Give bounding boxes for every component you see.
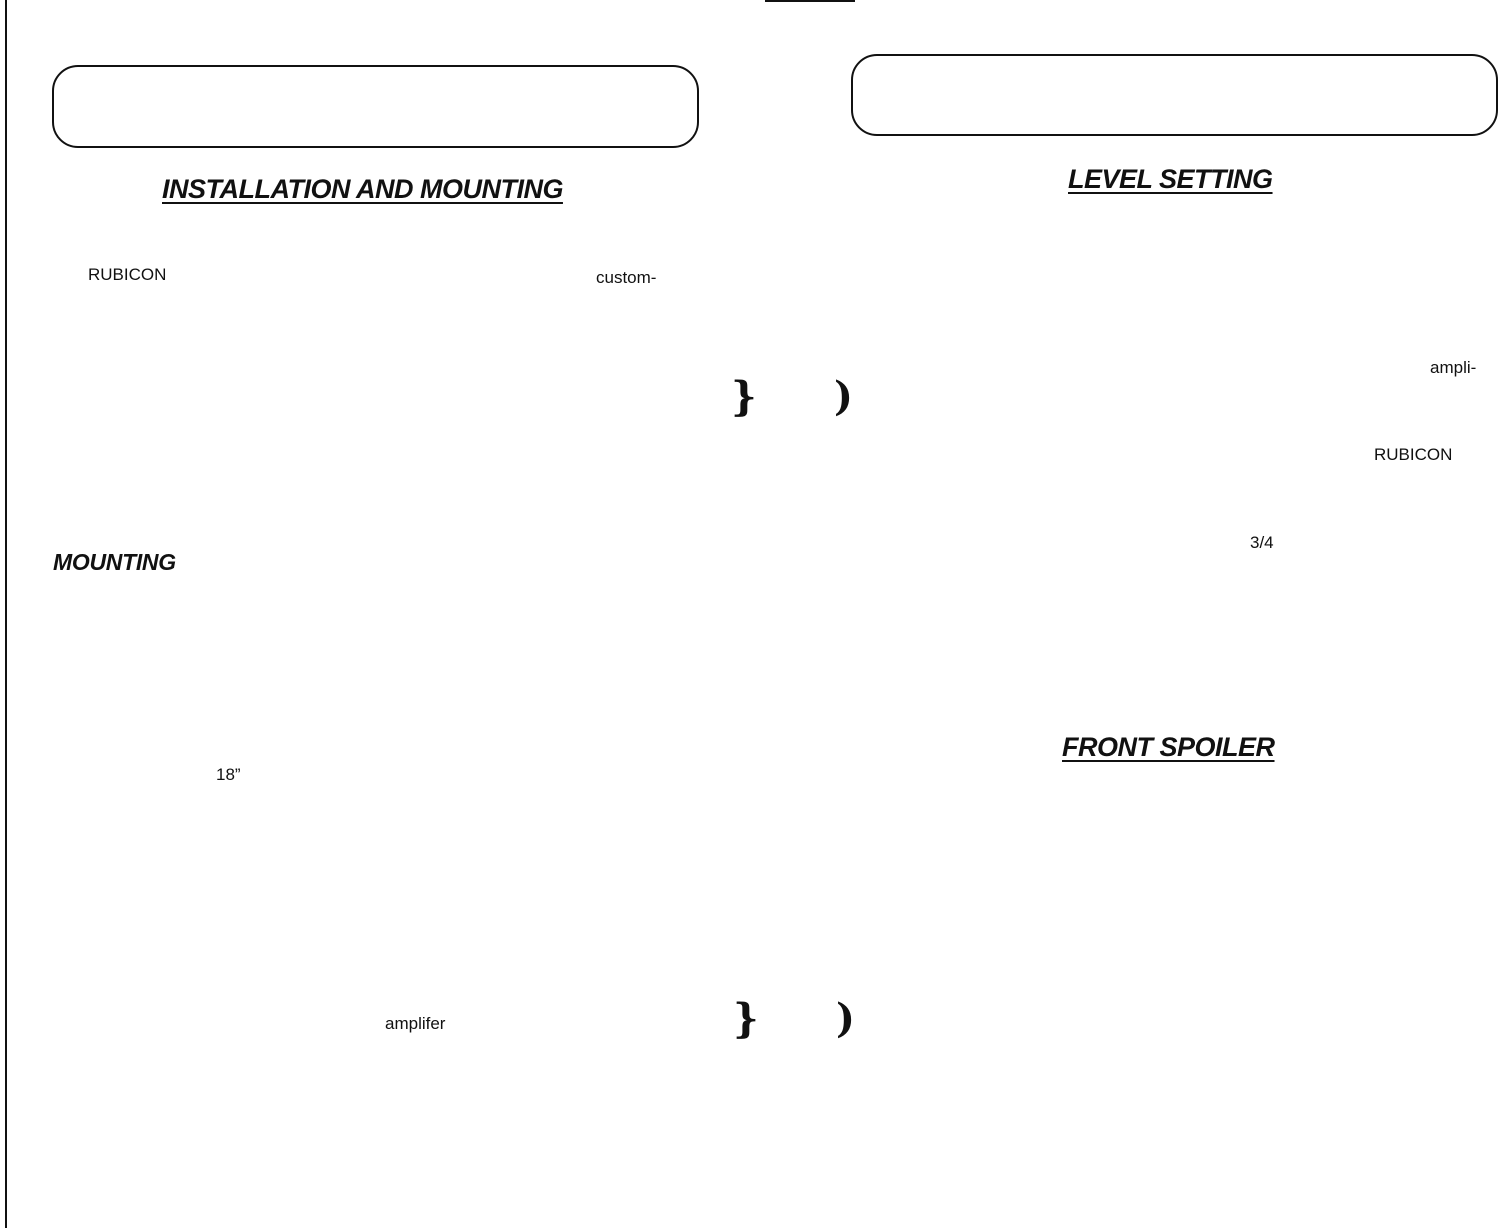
three-quarter-text: 3/4 xyxy=(1250,533,1274,552)
level-setting-heading: LEVEL SETTING xyxy=(1068,164,1273,194)
front-spoiler-heading: FRONT SPOILER xyxy=(1062,732,1275,762)
binding-mark-upper-right: ) xyxy=(834,373,853,420)
installation-heading: INSTALLATION AND MOUNTING xyxy=(162,174,563,204)
left-header-box xyxy=(52,65,699,148)
binding-mark-lower-right: ) xyxy=(836,995,855,1042)
custom-text: custom- xyxy=(596,268,657,287)
amplifer-text: amplifer xyxy=(385,1014,446,1033)
right-header-box xyxy=(851,54,1498,136)
rubicon-text-right: RUBICON xyxy=(1374,445,1453,464)
top-center-rule xyxy=(765,0,855,2)
binding-mark-lower-left: } xyxy=(733,995,759,1042)
mounting-subheading: MOUNTING xyxy=(53,549,176,575)
rubicon-text-left: RUBICON xyxy=(88,265,167,284)
ampli-text: ampli- xyxy=(1430,358,1477,377)
left-margin-rule xyxy=(5,0,7,1228)
binding-mark-upper-left: } xyxy=(731,373,757,420)
eighteen-inch-text: 18” xyxy=(216,765,241,784)
